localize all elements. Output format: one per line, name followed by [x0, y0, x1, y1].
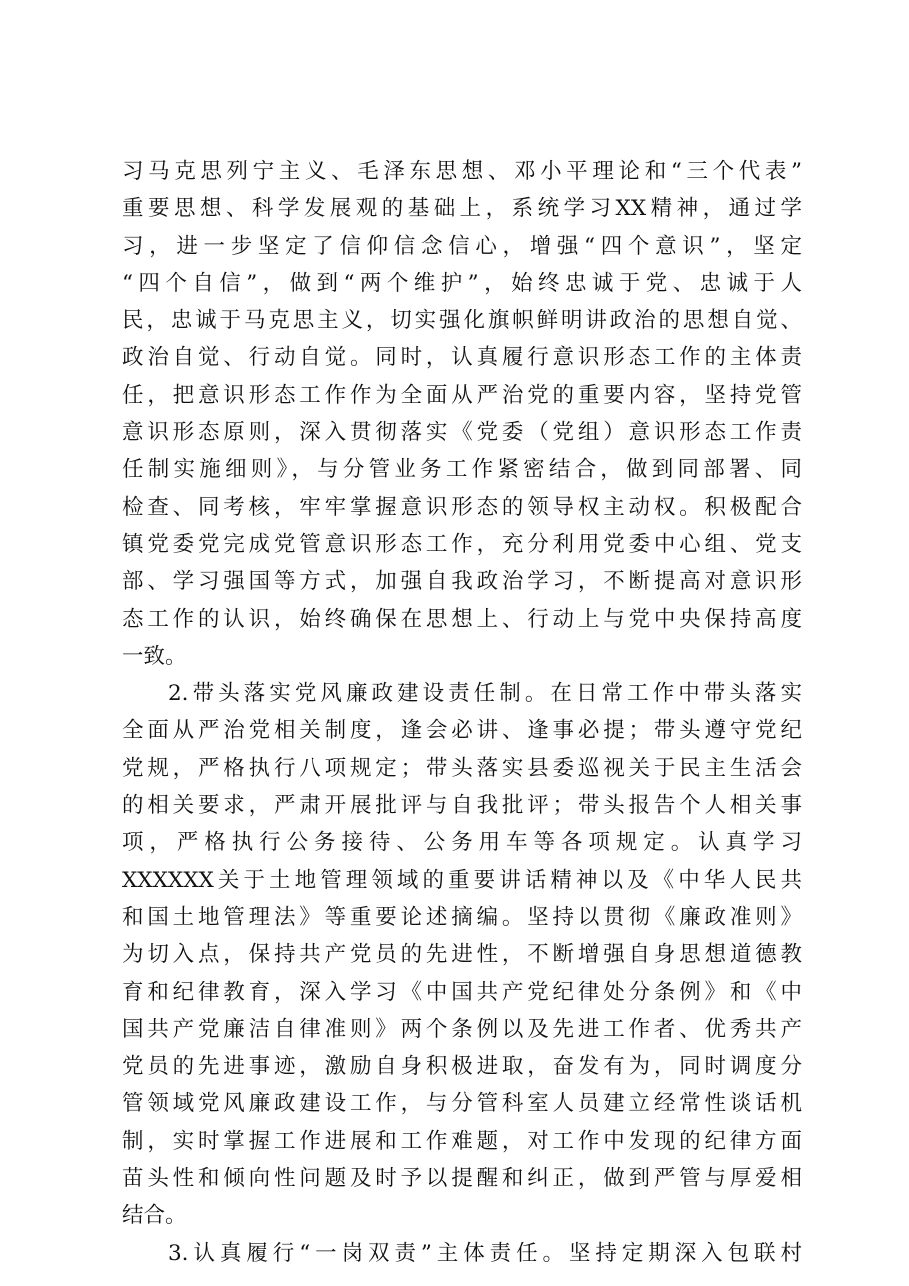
text-line: 态工作的认识，始终确保在思想上、行动上与党中央保持高度: [122, 606, 802, 632]
text-line: XXXXXX关于土地管理领域的重要讲话精神以及《中华人民共: [122, 867, 802, 893]
text-line: 意识形态原则，深入贯彻落实《党委（党组）意识形态工作责: [122, 420, 802, 446]
text-line: 习，进一步坚定了信仰信念信心，增强“四个意识”，坚定: [122, 233, 802, 259]
text-line: “四个自信”，做到“两个维护”，始终忠诚于党、忠诚于人: [122, 270, 802, 296]
text-line: 的相关要求，严肃开展批评与自我批评；带头报告个人相关事: [122, 793, 802, 819]
paragraph-start-line: 3.认真履行“一岗双责”主体责任。坚持定期深入包联村: [168, 1240, 802, 1266]
paragraph-end-line: 一致。: [122, 643, 187, 669]
text-line: 制，实时掌握工作进展和工作难题，对工作中发现的纪律方面: [122, 1128, 802, 1154]
paragraph-start-line: 2.带头落实党风廉政建设责任制。在日常工作中带头落实: [168, 681, 802, 707]
text-line: 国共产党廉洁自律准则》两个条例以及先进工作者、优秀共产: [122, 1016, 802, 1042]
text-line: 育和纪律教育，深入学习《中国共产党纪律处分条例》和《中: [122, 979, 802, 1005]
text-line: 党规，严格执行八项规定；带头落实县委巡视关于民主生活会: [122, 755, 802, 781]
text-line: 镇党委党完成党管意识形态工作，充分利用党委中心组、党支: [122, 531, 802, 557]
text-line: 政治自觉、行动自觉。同时，认真履行意识形态工作的主体责: [122, 345, 802, 371]
text-line: 管领域党风廉政建设工作，与分管科室人员建立经常性谈话机: [122, 1091, 802, 1117]
text-line: 项，严格执行公务接待、公务用车等各项规定。认真学习: [122, 830, 802, 856]
paragraph-end-line: 结合。: [122, 1203, 187, 1229]
text-line: 部、学习强国等方式，加强自我政治学习，不断提高对意识形: [122, 569, 802, 595]
text-line: 习马克思列宁主义、毛泽东思想、邓小平理论和“三个代表”: [122, 159, 802, 184]
text-line: 任制实施细则》，与分管业务工作紧密结合，做到同部署、同: [122, 457, 802, 483]
text-line: 全面从严治党相关制度，逢会必讲、逢事必提；带头遵守党纪: [122, 718, 802, 744]
text-line: 党员的先进事迹，激励自身积极进取，奋发有为，同时调度分: [122, 1054, 802, 1080]
text-line: 重要思想、科学发展观的基础上，系统学习XX精神，通过学: [122, 196, 802, 222]
body-text: [122, 153, 802, 1272]
text-line: 检查、同考核，牢牢掌握意识形态的领导权主动权。积极配合: [122, 494, 802, 520]
text-line: 和国土地管理法》等重要论述摘编。坚持以贯彻《廉政准则》: [122, 904, 802, 930]
text-line: 苗头性和倾向性问题及时予以提醒和纠正，做到严管与厚爱相: [122, 1166, 802, 1192]
text-line: 任，把意识形态工作作为全面从严治党的重要内容，坚持党管: [122, 382, 802, 408]
text-line: 民，忠诚于马克思主义，切实强化旗帜鲜明讲政治的思想自觉、: [122, 308, 802, 334]
text-line: 为切入点，保持共产党员的先进性，不断增强自身思想道德教: [122, 942, 802, 968]
